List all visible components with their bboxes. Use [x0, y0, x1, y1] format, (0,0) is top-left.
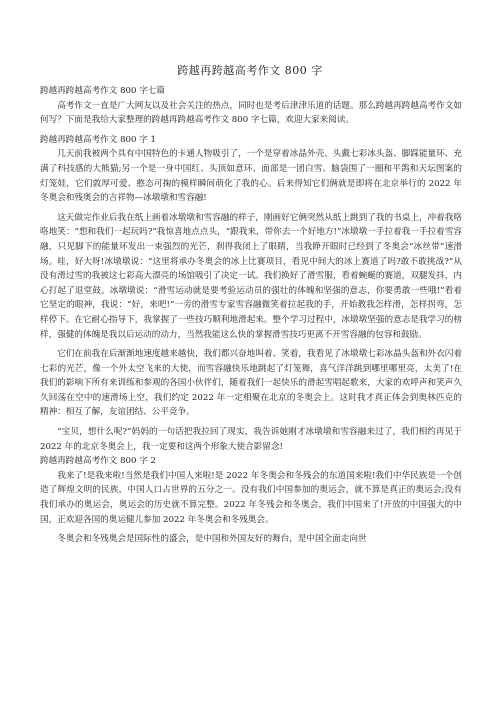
intro-paragraph: 高考作文一直是广大网友以及社会关注的热点，同时也是考后津津乐道的话题。那么跨越再跨越高考作文如何写？下面是我给大家整理的跨越再跨越高考作文 800 字七篇，欢迎大家来阅读。 — [40, 100, 462, 126]
essay-heading-2: 跨越再跨越高考作文 800 字 2 — [40, 456, 157, 467]
essay-1-paragraph-4: “宝贝，想什么呢?”妈妈的一句话把我拉回了现实，我告诉她刚才冰墩墩和雪容融来过了，我们相约再见于 2022 年的北京冬奥会上，我一定要和这两个形象大使合影留念! — [40, 427, 462, 452]
essay-1-paragraph-2: 这天做完作业后我在纸上画着冰墩墩和雪容融的样子，刚画好它俩突然从纸上跳到了我的书桌上，冲着我咯咯地笑：“想和我们一起玩吗?”我惊喜地点点头，“跟我来，带你去一个好地方!”冰墩墩一手拉着我一手拉着雪容融，只见脚下的能量环发出一束强烈的光芒，刹得我闭上了眼睛，当我睁开眼时已经到了冬奥会“冰丝带”速滑场。哇，好大呀!冰墩墩说：“这里将承办冬奥会的冰上比赛项目，看见中间大的冰上赛道了吗?敢不敢挑战?”从没有滑过雪的我被这七彩高大漂亮的场馆吸引了决定一试。我们换好了滑雪服，看着蜿蜒的赛道，双腿发抖，内心打起了退堂鼓。冰墩墩说：“滑雪运动就是要考验运动员的强壮的体魄和坚强的意志，你要勇敢一些哦!”看着它坚定的眼神，我说：“好，来吧!”一旁的滑雪专家雪容融微笑着拉起我的手，开始教我怎样滑，怎样拐弯，怎样停下。在它耐心指导下，我掌握了一些技巧顺利地滑起来。整个学习过程中，冰墩墩坚强的意志是我学习的榜样，强健的体魄是我以后运动的动力，当然我能这么快的掌握滑雪技巧更离不开雪容融的包容和鼓励。 — [40, 212, 462, 340]
essay-2-paragraph-2: 冬奥会和冬残奥会是国际性的盛会，是中国和外国友好的舞台，是中国全面走向世 — [57, 534, 367, 545]
essay-1-paragraph-1: 几天前我被两个具有中国特色的卡通人物吸引了，一个是穿着冰晶外壳、头戴七彩冰头盔、脚踩能量环、充满了科技感的大熊猫;另一个是一身中国红、头顶如意环、面部是一团白雪、脑袋围了一圈和平鸽和天坛图案的灯笼娃，它们敦厚可爱、憨态可掬的模样瞬间萌化了我的心。后来得知它们俩就是即将在北京举行的 2022 年冬奥会和残奥会的吉祥物—冰墩墩和雪容融! — [40, 149, 462, 204]
essay-2-paragraph-1: 我来了!是我来啦!当然是我们中国人来啦!是 2022 年冬奥会和冬残会的东道国来啦!我们中华民族是一个创造了辉煌文明的民族，中国人口占世界的五分之一。没有我们中国参加的奥运会，就不算是真正的奥运会;没有我们承办的奥运会，奥运会的历史就不算完整。2022 年冬残会和冬奥会，我们中国来了!开放的中国强大的中国，正欢迎各国的奥运健儿参加 2022 年冬奥会和冬残奥会。 — [40, 470, 462, 525]
document-body — [40, 84, 462, 547]
essay-1-paragraph-3: 它们在前我在后渐渐地速度越来越快，我们都兴奋地叫着、笑着，我看见了冰墩墩七彩冰晶头盔和外衣闪着七彩的光芒，像一个外太空飞来的大使，而雪容融快乐地跳起了灯笼舞，喜气洋洋跳到哪里哪里亮，太美了!在我们的影响下所有来训练和参观的各国小伙伴们，随着我们一起快乐的滑起雪唱起歌来，大家的欢呼声和笑声久久回荡在空中的速滑场上空，我们约定 2022 年一定相聚在北京的冬奥会上。这时我才真正体会到奥林匹克的精神：相互了解，友谊团结、公平竞争。 — [40, 349, 462, 418]
section-heading: 跨越再跨越高考作文 800 字七篇 — [40, 86, 165, 96]
document-title: 跨越再跨越高考作文 800 字 — [177, 64, 323, 77]
essay-heading-1: 跨越再跨越高考作文 800 字 1 — [40, 134, 157, 145]
